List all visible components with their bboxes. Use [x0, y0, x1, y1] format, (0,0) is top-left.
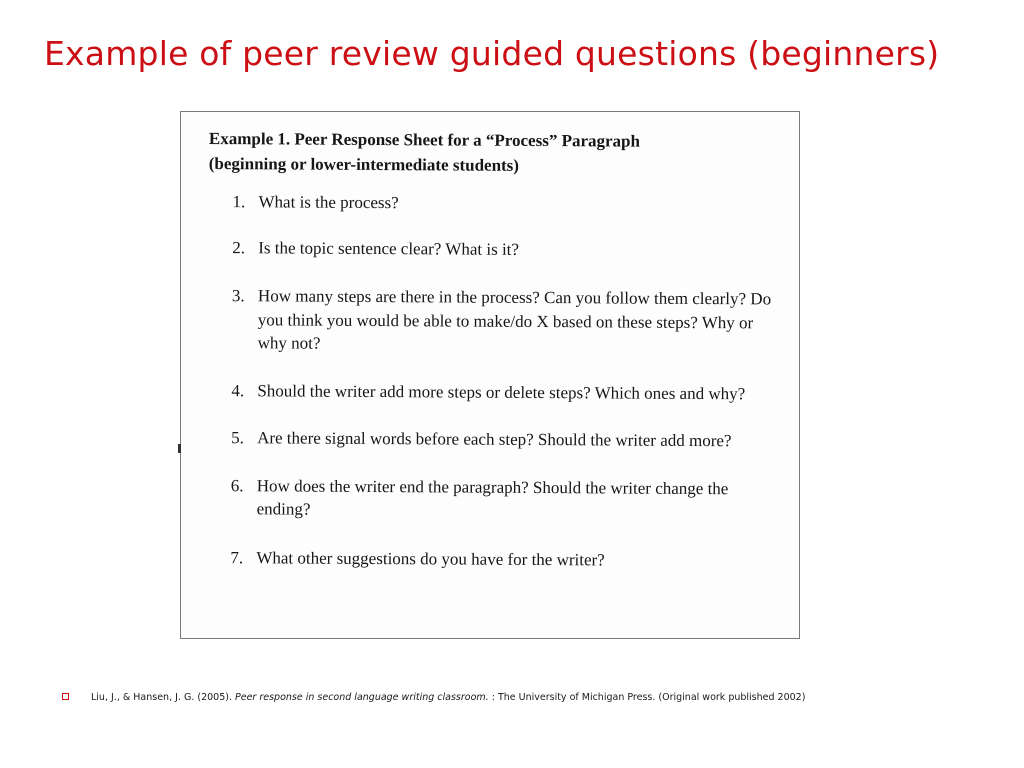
question-item	[206, 545, 781, 572]
question-number: 5.	[231, 428, 244, 448]
question-number: 2.	[232, 237, 246, 257]
sheet-heading-line-1: Example 1. Peer Response Sheet for a “Process” Paragraph	[208, 128, 641, 151]
question-text: Are there signal words before each step? Should the writer add more?	[257, 428, 732, 451]
question-number: 6.	[230, 475, 244, 495]
citation-authors: Liu, J., & Hansen, J. G. (2005).	[91, 692, 235, 703]
question-item	[208, 235, 783, 262]
question-number: 7.	[230, 547, 244, 567]
question-number: 1.	[232, 192, 246, 212]
question-number: 4.	[231, 380, 245, 400]
sheet-heading	[209, 126, 784, 180]
question-text: Is the topic sentence clear? What is it?	[258, 237, 520, 259]
sheet-heading-line-2: (beginning or lower-intermediate students)	[208, 153, 520, 175]
scanned-sheet	[180, 111, 800, 639]
question-item	[207, 426, 782, 453]
question-text: How does the writer end the paragraph? Should the writer change the ending?	[256, 475, 729, 519]
citation-title: Peer response in second language writing classroom.	[235, 692, 489, 703]
scan-artifact-mark	[178, 444, 181, 453]
question-text: What is the process?	[258, 192, 399, 213]
citation-publisher: : The University of Michigan Press. (Original work published 2002)	[488, 692, 806, 703]
bullet-square-icon	[62, 693, 69, 700]
question-item	[207, 378, 782, 405]
citation	[62, 692, 805, 703]
question-item	[208, 284, 783, 358]
question-item	[208, 190, 783, 217]
sheet-content	[206, 126, 784, 573]
question-text: How many steps are there in the process? Can you follow them clearly? Do you think you would be able to make/do X based on these steps? Why or why not?	[257, 286, 772, 353]
slide-title: Example of peer review guided questions (beginners)	[44, 34, 940, 73]
question-item	[207, 473, 782, 524]
question-list	[206, 190, 783, 573]
question-number: 3.	[231, 286, 245, 306]
question-text: What other suggestions do you have for the writer?	[256, 547, 605, 569]
question-text: Should the writer add more steps or delete steps? Which ones and why?	[257, 380, 746, 403]
